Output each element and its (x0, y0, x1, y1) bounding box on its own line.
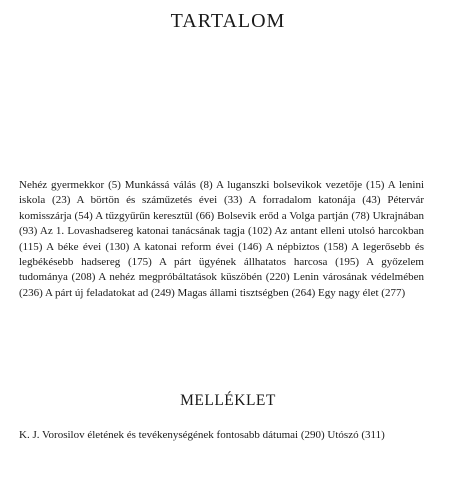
appendix-title: MELLÉKLET (180, 392, 276, 409)
table-of-contents: Nehéz gyermekkor (5) Munkássá válás (8) A luganszki bolsevikok vezetője (15) A lenini iskola (23) A börtön és száműzetés évei (33) A forradalom katonája (43) Pétervár komisszárja (54) A tűzgyűrűn keresztül (66) Bolsevik erőd a Volga partján (78) Ukrajnában (93) Az 1. Lovashadsereg katonai tanácsának tagja (102) Az antant elleni utolsó harcokban (115) A béke évei (130) A katonai reform évei (146) A népbiztos (158) A legerősebb és legbékésebb hadsereg (175) A párt ügyének állhatatos harcosa (195) A győzelem tudománya (208) A nehéz megpróbáltatások küszöbén (220) Lenin városának védelmében (236) A párt új feladatokat ad (249) Magas állami tisztségben (264) Egy nagy élet (277) (19, 179, 424, 299)
appendix-contents: K. J. Vorosilov életének és tevékenységének fontosabb dátumai (290) Utószó (311) (19, 429, 385, 441)
page-title: TARTALOM (170, 10, 286, 32)
